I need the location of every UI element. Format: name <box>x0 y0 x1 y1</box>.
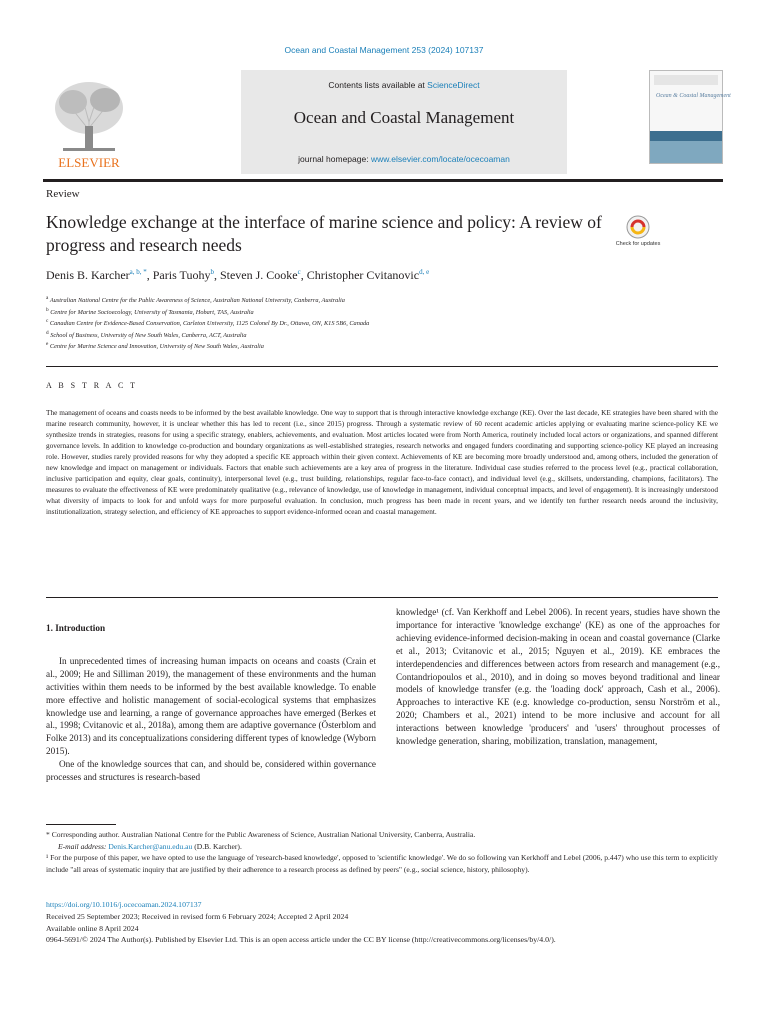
author-name[interactable]: Paris Tuohy <box>152 268 211 282</box>
abstract-body: The management of oceans and coasts needs to be informed by the best available knowledge. One way to support that is through interactive knowledge exchange (KE). Over the last decade, KE strategies have been shared with the marine research community, however, it is unclear whether this has led to recent (i.e., since 2015) progress. Through a systematic review of 60 recent academic articles applying or evaluating marine science-policy KE we synthesize trends in strategies, reasons for using a specific strategy, enablers, achievements, and evaluation. Most articles located were from North America, routinely included local actors or organizations, and spanned different governance levels. In addition to knowledge co-production and boundary organizations as well-established strategies, research networks and engaged funders coordinating and supporting science-policy KE played an increasing role. However, studies rarely provided reasons for why they adopted a specific KE approach within their given context. Achievements of KE are becoming more broadly understood and, among others, included the generation of new knowledge and impact on management or individuals. Factors that enable such achievements are a key area of progress in the literature. Individual case studies referred to the process level (e.g., practical collaboration, inclusive participation and equity, clear goals, continuity), interpersonal level (e.g., trust building, relationships, regular face-to-face contact), and individual level (e.g., skillsets, understanding, champions, facilitators). The measures to evaluate the effectiveness of KE were predominately qualitative (e.g., relevance of knowledge, use of knowledge in management, individual conceptual impacts, and level of engagement). It is increasingly understood what diversity of impacts to look for and unfold ways for more purposeful evaluation. In conclusion, much progress has been made in recent years, and we identify ten further research needs around the inclusivity, institutionalization, strategy selection, and efficiency of KE approaches to support evidence-informed ocean and coastal management. <box>46 408 718 517</box>
article-type: Review <box>46 188 80 200</box>
abstract-heading: A B S T R A C T <box>46 381 138 390</box>
online-date: Available online 8 April 2024 <box>46 923 139 933</box>
elsevier-logo <box>43 70 135 174</box>
check-for-updates-badge[interactable] <box>615 213 661 253</box>
author-affil-marker[interactable]: a, b, * <box>129 268 147 276</box>
journal-reference[interactable]: Ocean and Coastal Management 253 (2024) 107137 <box>284 45 484 55</box>
affiliation-item: $^e$ Centre for Marine Science and Innovation, University of New South Wales, Australia <box>46 341 264 351</box>
header-rule <box>43 179 723 182</box>
email-link[interactable]: Denis.Karcher@anu.edu.au <box>108 841 193 851</box>
sciencedirect-link[interactable]: ScienceDirect <box>427 80 480 90</box>
publication-info <box>46 899 721 946</box>
author-name[interactable]: Denis B. Karcher <box>46 268 130 282</box>
email-label: E-mail address: <box>58 841 109 851</box>
journal-cover-thumbnail[interactable] <box>649 70 731 164</box>
body-paragraph: One of the knowledge sources that can, and should be, considered within governance processes and structures is research-based <box>46 759 376 783</box>
journal-title: Ocean and Coastal Management <box>293 108 515 127</box>
footnote-rule <box>46 824 116 825</box>
body-column-left <box>46 622 376 784</box>
homepage-prefix: journal homepage: <box>298 154 371 164</box>
body-paragraph: In unprecedented times of increasing human impacts on oceans and coasts (Crain et al., 2009; He and Silliman 2019), the management of these environments and the human activities within them needs to be informed by the best available knowledge. To enable more effective and holistic management of social-ecological systems that emphasizes knowledge use and learning, a range of governance approaches have emerged (Berkes et al., 1998; Cvitanovic et al., 2018a), among them are adaptive governance (Österblom and Folke 2013) and its conceptualizations considering different types of knowledge (Wyborn 2015). <box>46 655 376 757</box>
check-updates-icon <box>615 213 661 253</box>
affiliation-item: $^c$ Canadian Centre for Evidence-Based Conservation, Carleton University, 1125 Colonel By Dr., Ottawa, ON, K1S 5B6, Canada <box>46 318 370 328</box>
corresponding-author-note: * Corresponding author. Australian National Centre for the Public Awareness of Science, Australian National University, Canberra, Australia. <box>46 830 476 839</box>
author-list: Denis B. Karcher$^{a, b, *}$, Paris Tuohy$^b$, Steven J. Cooke$^c$, Christopher Cvitanovic$^{d, e}$ <box>46 268 430 282</box>
history-dates: Received 25 September 2023; Received in revised form 6 February 2024; Accepted 2 April 2024 <box>46 911 349 921</box>
elsevier-wordmark: ELSEVIER <box>58 155 120 170</box>
author-affil-marker[interactable]: d, e <box>419 268 430 276</box>
license-line: 0964-5691/© 2024 The Author(s). Published by Elsevier Ltd. This is an open access article under the CC BY license (http://creativecommons.org/licenses/by/4.0/). <box>46 935 556 945</box>
article-title: Knowledge exchange at the interface of marine science and policy: A review of progress and research needs <box>46 212 602 255</box>
email-note: E-mail address: Denis.Karcher@anu.edu.au (D.B. Karcher). <box>58 841 242 851</box>
author-affil-marker[interactable]: b <box>210 268 214 276</box>
cover-title: Ocean & Coastal Management <box>656 93 731 99</box>
author-name[interactable]: Steven J. Cooke <box>219 268 298 282</box>
abstract-bottom-rule <box>46 597 718 598</box>
footnote-1: ¹ For the purpose of this paper, we have opted to use the language of 'research-based knowledge', opposed to 'scientific knowledge'. We do so following van Kerkhoff and Lebel (2006, p.447) who use this term to explicitly include "all areas of systematic inquiry that are justified by their adherence to a research process as defined by peers" (e.g., social science, history, philosophy). <box>46 853 718 875</box>
contents-prefix: Contents lists available at <box>328 80 428 90</box>
footnotes <box>46 829 721 876</box>
affiliation-item: $^a$ Australian National Centre for the Public Awareness of Science, Australian National University, Canberra, Australia <box>46 295 345 305</box>
body-column-right: knowledge¹ (cf. Van Kerkhoff and Lebel 2006). In recent years, studies have shown the importance for interactive 'knowledge exchange' (KE) as one of the approaches for achieving evidence-informed decision-making in ocean and coastal governance (Clarke et al., 2013; Cvitanovic et al., 2015; Nguyen et al., 2019). KE embraces the interdependencies and differences between actors from research and management (e.g., Contandriopoulos et al., 2010), and in doing so moves beyond traditional and linear models of knowledge transfer (e.g. the 'loading dock' approach, Cash et al., 2006). Approaches to interactive KE (e.g. knowledge co-production, sensu Norström et al., 2020; Chambers et al., 2021) intend to be more inclusive and account for all interactions between knowledge 'producers' and 'users' throughout processes of knowledge generation, sharing, mobilization, translation, management, <box>396 607 720 747</box>
affiliation-item: $^d$ School of Business, University of New South Wales, Canberra, ACT, Australia <box>46 329 247 339</box>
homepage-line <box>241 154 567 164</box>
author-name[interactable]: Christopher Cvitanovic <box>306 268 420 282</box>
affiliation-list <box>46 294 369 352</box>
check-updates-label: Check for updates <box>615 241 661 247</box>
abstract-top-rule <box>46 366 718 367</box>
author-affil-marker[interactable]: c <box>297 268 301 276</box>
doi-link[interactable]: https://doi.org/10.1016/j.ocecoaman.2024.107137 <box>46 900 202 909</box>
section-heading: 1. Introduction <box>46 623 106 633</box>
journal-header <box>43 70 731 174</box>
contents-line <box>241 80 567 90</box>
affiliation-item: $^b$ Centre for Marine Socioecology, University of Tasmania, Hobart, TAS, Australia <box>46 306 254 316</box>
homepage-link[interactable]: www.elsevier.com/locate/ocecoaman <box>370 154 510 164</box>
